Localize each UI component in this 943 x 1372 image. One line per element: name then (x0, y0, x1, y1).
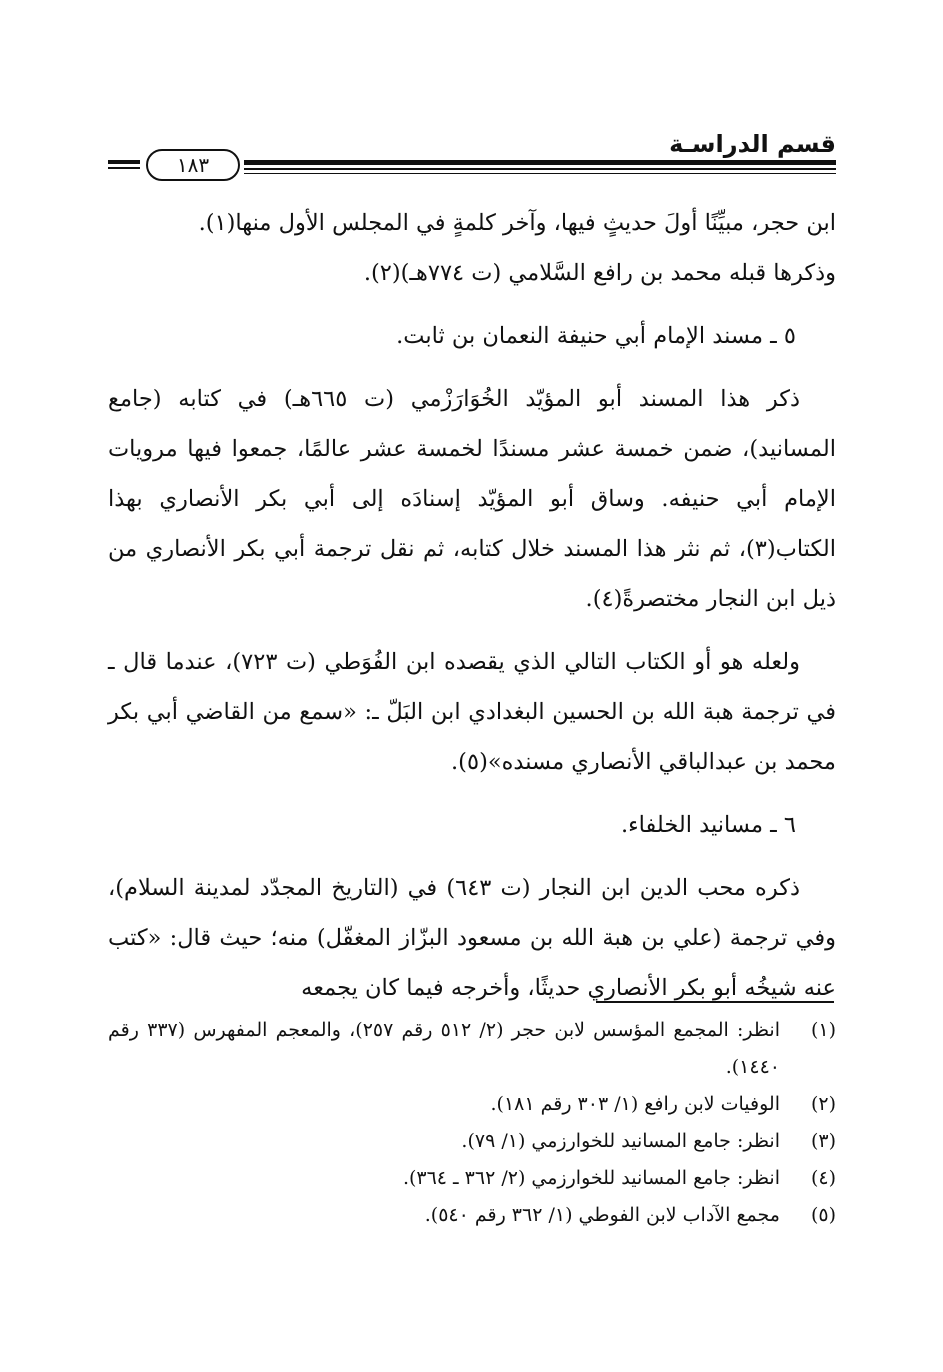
header-rule-left (108, 160, 140, 164)
paragraph: وذكرها قبله محمد بن رافع السَّلامي (ت ٧٧٤هـ)(٢). (363, 260, 836, 286)
footnote (108, 1086, 836, 1123)
page-number: ١٨٣ (146, 149, 240, 181)
header-rule (244, 160, 836, 165)
header-rule (244, 168, 836, 170)
footnote-text: انظر: المجمع المؤسس لابن حجر (٢/ ٥١٢ رقم ٢٥٧)، والمعجم المفهرس (٣٣٧ رقم ١٤٤٠). (108, 1019, 780, 1078)
header-rule (244, 173, 836, 174)
footnote (108, 1123, 836, 1160)
footnote (108, 1012, 836, 1086)
footnote-number: (٢) (810, 1093, 836, 1115)
footnote-number: (٣) (810, 1130, 836, 1152)
footnote-number: (٥) (810, 1204, 836, 1226)
footnote (108, 1160, 836, 1197)
numbered-item-heading: ٦ ـ مسانيد الخلفاء. (620, 812, 796, 838)
footnote-number: (٤) (810, 1167, 836, 1189)
header-rule-left (108, 167, 140, 169)
paragraph: ذكره محب الدين ابن النجار (ت ٦٤٣) في (التاريخ المجدّد لمدينة السلام)، وفي ترجمة (علي بن هبة الله بن مسعود البزّاز المغفّل) منه؛ حيث قال: «كتب عنه شيخُه أبو بكر الأنصاري حديثًا، وأخرجه فيما كان يجمعه (108, 875, 836, 1001)
footnote-number: (١) (810, 1019, 836, 1041)
paragraph: ابن حجر، مبيِّنًا أولَ حديثٍ فيها، وآخر كلمةٍ في المجلس الأول منها(١). (198, 210, 836, 236)
numbered-item-heading: ٥ ـ مسند الإمام أبي حنيفة النعمان بن ثابت. (396, 323, 796, 349)
footnote-text: مجمع الآداب لابن الفوطي (١/ ٣٦٢ رقم ٥٤٠). (424, 1204, 780, 1226)
page-header (108, 130, 836, 190)
paragraph: ولعله هو أو الكتاب التالي الذي يقصده ابن الفُوَطي (ت ٧٢٣)، عندما قال ـ في ترجمة هبة الله بن الحسين البغدادي ابن البَلّ ـ: «سمع من القاضي أبي بكر محمد بن عبدالباقي الأنصاري مسنده»(٥). (108, 649, 836, 775)
paragraph: ذكر هذا المسند أبو المؤيّد الخُوَارَزْمي (ت ٦٦٥هـ) في كتابه (جامع المسانيد)، ضمن خمسة عشر مسندًا لخمسة عشر عالمًا، جمعوا فيها مرويات الإمام أبي حنيفه. وساق أبو المؤيّد إسنادَه إلى أبي بكر الأنصاري بهذا الكتاب(٣)، ثم نثر هذا المسند خلال كتابه، ثم نقل ترجمة أبي بكر الأنصاري من ذيل ابن النجار مختصرةً(٤). (108, 386, 836, 612)
footnote (108, 1197, 836, 1234)
footnote-text: انظر: جامع المسانيد للخوارزمي (٢/ ٣٦٢ ـ ٣٦٤). (402, 1167, 780, 1189)
footnote-text: انظر: جامع المسانيد للخوارزمي (١/ ٧٩). (461, 1130, 780, 1152)
main-text (108, 198, 836, 1013)
footnote-text: الوفيات لابن رافع (١/ ٣٠٣ رقم ١٨١). (490, 1093, 780, 1115)
footnote-separator (596, 1001, 834, 1003)
section-title: قسم الدراسـة (669, 130, 836, 158)
footnotes (108, 1012, 836, 1234)
